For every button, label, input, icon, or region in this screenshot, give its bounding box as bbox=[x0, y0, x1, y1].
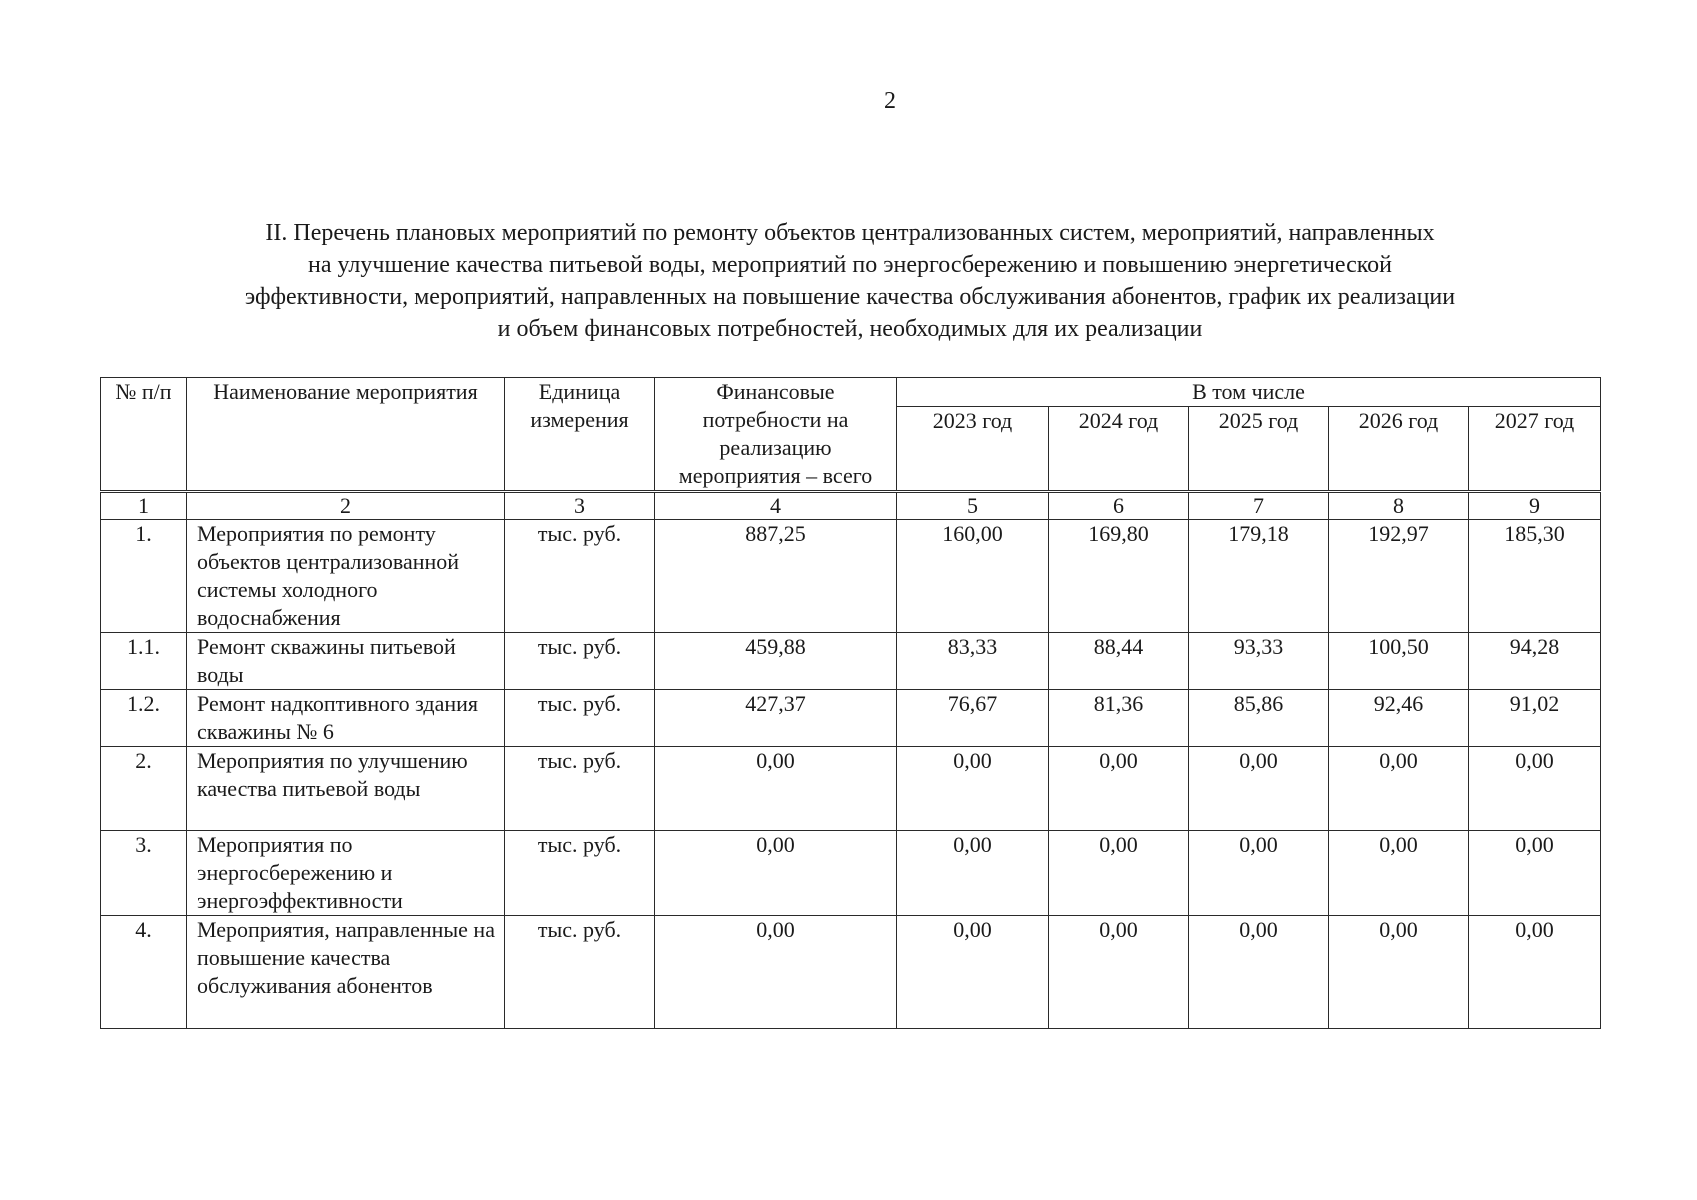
row-name: Мероприятия по энергосбережению и энергоэффективности bbox=[187, 831, 505, 916]
row-year-value: 0,00 bbox=[897, 831, 1049, 916]
row-name: Мероприятия по улучшению качества питьевой воды bbox=[187, 747, 505, 831]
heading-line: эффективности, мероприятий, направленных на повышение качества обслуживания абонентов, график их реализации bbox=[244, 284, 1456, 310]
row-year-value: 179,18 bbox=[1189, 520, 1329, 633]
row-number: 2. bbox=[101, 747, 187, 831]
row-name: Мероприятия, направленные на повышение качества обслуживания абонентов bbox=[187, 916, 505, 1029]
header-including: В том числе bbox=[897, 378, 1601, 407]
row-year-value: 0,00 bbox=[1049, 916, 1189, 1029]
row-number: 4. bbox=[101, 916, 187, 1029]
row-year-value: 169,80 bbox=[1049, 520, 1189, 633]
row-year-value: 0,00 bbox=[1469, 747, 1601, 831]
row-year-value: 94,28 bbox=[1469, 633, 1601, 690]
column-number: 8 bbox=[1329, 492, 1469, 520]
row-year-value: 0,00 bbox=[1329, 747, 1469, 831]
table-row bbox=[101, 690, 1601, 747]
column-number: 2 bbox=[187, 492, 505, 520]
column-number: 9 bbox=[1469, 492, 1601, 520]
row-year-value: 0,00 bbox=[897, 916, 1049, 1029]
table-row bbox=[101, 633, 1601, 690]
row-year-value: 100,50 bbox=[1329, 633, 1469, 690]
activities-table-container bbox=[100, 377, 1600, 1029]
row-year-value: 0,00 bbox=[1189, 831, 1329, 916]
header-finance: Финансовые потребности на реализацию мероприятия – всего bbox=[655, 378, 897, 492]
column-number: 4 bbox=[655, 492, 897, 520]
row-year-value: 76,67 bbox=[897, 690, 1049, 747]
row-year-value: 0,00 bbox=[1469, 831, 1601, 916]
row-year-value: 85,86 bbox=[1189, 690, 1329, 747]
row-name: Ремонт скважины питьевой воды bbox=[187, 633, 505, 690]
row-total: 427,37 bbox=[655, 690, 897, 747]
row-year-value: 91,02 bbox=[1469, 690, 1601, 747]
row-year-value: 0,00 bbox=[1329, 916, 1469, 1029]
row-year-value: 0,00 bbox=[1189, 747, 1329, 831]
section-heading bbox=[120, 217, 1580, 345]
row-unit: тыс. руб. bbox=[505, 633, 655, 690]
table-row bbox=[101, 747, 1601, 831]
row-unit: тыс. руб. bbox=[505, 916, 655, 1029]
row-unit: тыс. руб. bbox=[505, 520, 655, 633]
row-year-value: 83,33 bbox=[897, 633, 1049, 690]
heading-line: и объем финансовых потребностей, необходимых для их реализации bbox=[497, 316, 1203, 342]
header-num: № п/п bbox=[101, 378, 187, 492]
row-total: 0,00 bbox=[655, 916, 897, 1029]
row-total: 887,25 bbox=[655, 520, 897, 633]
header-name: Наименование мероприятия bbox=[187, 378, 505, 492]
row-year-value: 185,30 bbox=[1469, 520, 1601, 633]
header-row bbox=[101, 378, 1601, 407]
header-year: 2023 год bbox=[897, 407, 1049, 492]
heading-line: II. Перечень плановых мероприятий по ремонту объектов централизованных систем, мероприятий, направленных bbox=[265, 220, 1435, 246]
row-year-value: 192,97 bbox=[1329, 520, 1469, 633]
row-number: 3. bbox=[101, 831, 187, 916]
header-year: 2026 год bbox=[1329, 407, 1469, 492]
row-number: 1.2. bbox=[101, 690, 187, 747]
row-unit: тыс. руб. bbox=[505, 747, 655, 831]
header-year: 2025 год bbox=[1189, 407, 1329, 492]
row-year-value: 88,44 bbox=[1049, 633, 1189, 690]
column-number: 7 bbox=[1189, 492, 1329, 520]
table-row bbox=[101, 916, 1601, 1029]
heading-line: на улучшение качества питьевой воды, мероприятий по энергосбережению и повышению энергетической bbox=[307, 252, 1393, 278]
row-unit: тыс. руб. bbox=[505, 831, 655, 916]
column-number: 1 bbox=[101, 492, 187, 520]
row-year-value: 81,36 bbox=[1049, 690, 1189, 747]
header-year: 2027 год bbox=[1469, 407, 1601, 492]
column-number: 5 bbox=[897, 492, 1049, 520]
column-number: 3 bbox=[505, 492, 655, 520]
row-year-value: 93,33 bbox=[1189, 633, 1329, 690]
row-unit: тыс. руб. bbox=[505, 690, 655, 747]
page-number: 2 bbox=[884, 88, 896, 114]
row-total: 0,00 bbox=[655, 747, 897, 831]
header-unit: Единица измерения bbox=[505, 378, 655, 492]
table-row bbox=[101, 831, 1601, 916]
row-year-value: 0,00 bbox=[1049, 747, 1189, 831]
row-total: 459,88 bbox=[655, 633, 897, 690]
row-name: Ремонт надкоптивного здания скважины № 6 bbox=[187, 690, 505, 747]
column-number: 6 bbox=[1049, 492, 1189, 520]
row-number: 1.1. bbox=[101, 633, 187, 690]
table-row bbox=[101, 520, 1601, 633]
row-year-value: 0,00 bbox=[897, 747, 1049, 831]
row-year-value: 0,00 bbox=[1469, 916, 1601, 1029]
row-year-value: 0,00 bbox=[1049, 831, 1189, 916]
activities-table bbox=[100, 377, 1601, 1029]
row-year-value: 92,46 bbox=[1329, 690, 1469, 747]
row-total: 0,00 bbox=[655, 831, 897, 916]
row-year-value: 0,00 bbox=[1189, 916, 1329, 1029]
column-numbers-row bbox=[101, 492, 1601, 520]
row-year-value: 0,00 bbox=[1329, 831, 1469, 916]
header-year: 2024 год bbox=[1049, 407, 1189, 492]
row-name: Мероприятия по ремонту объектов централизованной системы холодного водоснабжения bbox=[187, 520, 505, 633]
row-number: 1. bbox=[101, 520, 187, 633]
row-year-value: 160,00 bbox=[897, 520, 1049, 633]
